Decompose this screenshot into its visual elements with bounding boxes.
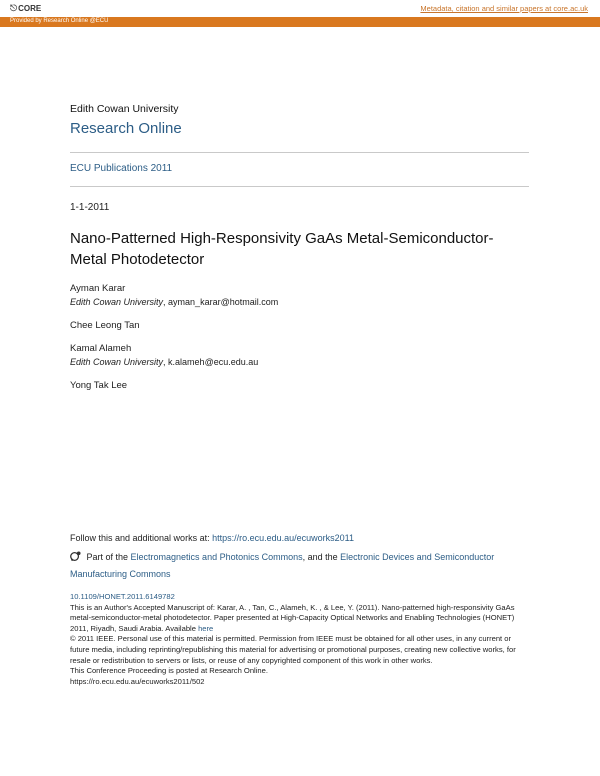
repository-name[interactable]: Research Online (70, 120, 182, 137)
core-header (0, 0, 600, 17)
author-name: Chee Leong Tan (70, 320, 140, 331)
provided-by-bar (0, 17, 600, 27)
citation-block (70, 592, 530, 687)
author-name: Yong Tak Lee (70, 380, 128, 391)
university-name: Edith Cowan University (70, 103, 179, 115)
author-affiliation: Edith Cowan University, k.alameh@ecu.edu.au (70, 357, 259, 367)
author-name: Kamal Alameh (70, 343, 132, 354)
commons-link-electromagnetics[interactable]: Electromagnetics and Photonics Commons (130, 552, 303, 562)
doi-link[interactable]: 10.1109/HONET.2011.6149782 (70, 592, 175, 601)
follow-link[interactable]: https://ro.ecu.edu.au/ecuworks2011 (212, 533, 354, 543)
publication-date: 1-1-2011 (70, 202, 110, 213)
commons-network-icon (70, 551, 81, 562)
core-metadata-link[interactable]: Metadata, citation and similar papers at core.ac.uk (420, 4, 588, 13)
provided-by-text[interactable]: Provided by Research Online @ECU (10, 18, 109, 24)
copyright-notice: © 2011 IEEE. Personal use of this material is permitted. Permission from IEEE must be obtained for all other uses, in any current or future media, including reprinting/republishing this material for advertising or promotional purposes, creating new collective works, for resale or redistribution to servers or lists, or reuse of any copyrighted component of this work in other works. (70, 634, 516, 665)
paper-title: Nano-Patterned High-Responsivity GaAs Metal-Semiconductor-Metal Photodetector (70, 230, 494, 268)
record-url[interactable]: https://ro.ecu.edu.au/ecuworks2011/502 (70, 676, 205, 686)
posted-notice: This Conference Proceeding is posted at Research Online. (70, 666, 268, 676)
divider (70, 186, 529, 187)
divider (70, 152, 529, 153)
core-logo-icon: ⎋ (10, 3, 18, 13)
collection-link[interactable]: ECU Publications 2011 (70, 163, 173, 174)
citation-text: This is an Author's Accepted Manuscript of: Karar, A. , Tan, C., Alameh, K. , & Lee, Y. (2011). Nano-patterned high-responsivity GaAs metal-semiconductor-metal photodetector. Paper presented at High-Capacity Optical Networks and Enabling Technologies (HONET) 2011, Riyadh, Saudi Arabia. Available here (70, 602, 515, 633)
author-name: Ayman Karar (70, 283, 126, 294)
core-logo[interactable]: ⎋CORE (10, 3, 42, 13)
follow-line: Follow this and additional works at: https://ro.ecu.edu.au/ecuworks2011 (70, 533, 354, 543)
available-here-link[interactable]: here (198, 623, 214, 633)
part-of-commons: Part of the Electromagnetics and Photonics Commons, and the Electronic Devices and Semiconductor Manufacturing Commons (70, 552, 495, 579)
commons-link-electronic-devices[interactable]: Electronic Devices and Semiconductor Manufacturing Commons (70, 552, 495, 579)
author-affiliation: Edith Cowan University, ayman_karar@hotmail.com (70, 297, 279, 307)
